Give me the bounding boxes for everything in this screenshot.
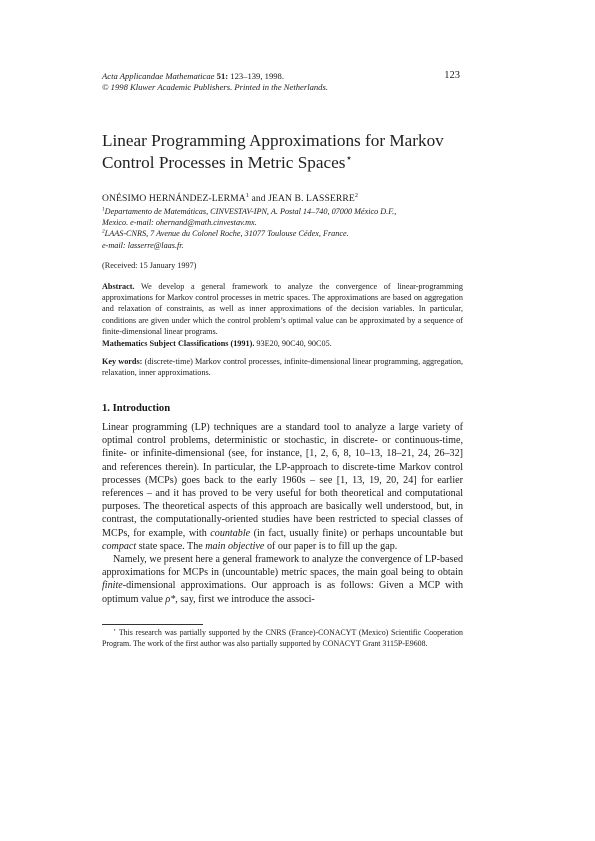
keywords (102, 356, 463, 378)
keywords-text: (discrete-time) Markov control processes, infinite-dimensional linear programming, aggregation, relaxation, inner approximations. (102, 357, 464, 378)
affiliation-1-email: Mexico. e-mail: ohernand@math.cinvestav.mx. (102, 218, 257, 228)
journal-name: Acta Applicandae Mathematicae (102, 71, 215, 81)
author-1: ONÉSIMO HERNÁNDEZ-LERMA (102, 193, 246, 204)
journal-header (102, 71, 432, 93)
msc-codes: 93E20, 90C40, 90C05. (256, 339, 332, 348)
section-body (102, 421, 463, 606)
affiliation-2-email: e-mail: lasserre@laas.fr. (102, 240, 184, 250)
journal-pages: 123–139, 1998. (230, 71, 284, 81)
section-heading: 1. Introduction (102, 403, 171, 414)
author-and: and (251, 193, 266, 204)
paragraph-2: Namely, we present here a general framework to analyze the convergence of LP-based approximations for MCPs in (uncountable) metric spaces, the main goal being to obtain finite-dimensional approximations. Our approach is as follows: Given a MCP with optimum value ρ*, say, first we introduce the associ- (102, 554, 463, 605)
author-2: JEAN B. LASSERRE (268, 193, 355, 204)
msc-label: Mathematics Subject Classifications (1991). (102, 339, 255, 348)
footnote-rule (102, 624, 203, 625)
title-footnote-mark: ⋆ (345, 152, 353, 165)
journal-volume: 51: (216, 71, 229, 81)
received-date: (Received: 15 January 1997) (102, 261, 197, 270)
paragraph-1: Linear programming (LP) techniques are a standard tool to analyze a large variety of optimal control problems, deterministic or stochastic, in discrete- or continuous-time, finite- or infinite-dimensional (see, for instance, [1, 2, 6, 8, 10–13, 18–21, 24, 26–32] and references therein). In particular, the LP-approach to discrete-time Markov control processes (MCPs) goes back to the early 1960s – see [1, 13, 19, 20, 24] for earlier references – and it has proved to be very useful for both theoretical and computational purposes. The theoretical aspects of this approach are basically well understood, but, in contrast, the computationally-oriented studies have been restricted to special classes of MCPs, for example, with countable (in fact, usually finite) or perhaps uncountable but compact state space. The main objective of our paper is to fill up the gap. (102, 422, 463, 552)
affiliation-2: $^2$LAAS-CNRS, 7 Avenue du Colonel Roche, 31077 Toulouse Cédex, France. (102, 228, 349, 239)
title-line-2: Control Processes in Metric Spaces⋆ (102, 152, 353, 172)
abstract (102, 281, 463, 337)
footnote (102, 628, 463, 649)
footnote-text: This research was partially supported by the CNRS (France)-CONACYT (Mexico) Scientific Cooperation Program. The work of the first author was also partially supported by CONACYT Grant 3115P-E9608. (102, 628, 463, 648)
paper-title (102, 130, 472, 174)
affiliation-1: $^1$Departamento de Matemáticas, CINVESTAV-IPN, A. Postal 14–740, 07000 México D.F., (102, 206, 397, 216)
abstract-text: We develop a general framework to analyze the convergence of linear-programming approximations for Markov control processes in metric spaces. The approximations are based on aggregation and relaxation of constraints, as well as inner approximations of the decision variables. In particular, conditions are given under which the control problem’s optimal value can be approximated by a sequence of finite-dimensional linear programs. (102, 282, 463, 336)
title-line-1: Linear Programming Approximations for Markov (102, 131, 444, 150)
author-line: ONÉSIMO HERNÁNDEZ-LERMA$^1$ and JEAN B. LASSERRE$^2$ (102, 191, 359, 204)
footnote-mark: ⋆ (113, 627, 117, 634)
page-number: 123 (444, 70, 460, 81)
affiliations (102, 206, 462, 251)
abstract-label: Abstract. (102, 282, 135, 291)
copyright-line: © 1998 Kluwer Academic Publishers. Printed in the Netherlands. (102, 82, 328, 92)
keywords-label: Key words: (102, 357, 143, 366)
subject-classifications (102, 338, 463, 349)
